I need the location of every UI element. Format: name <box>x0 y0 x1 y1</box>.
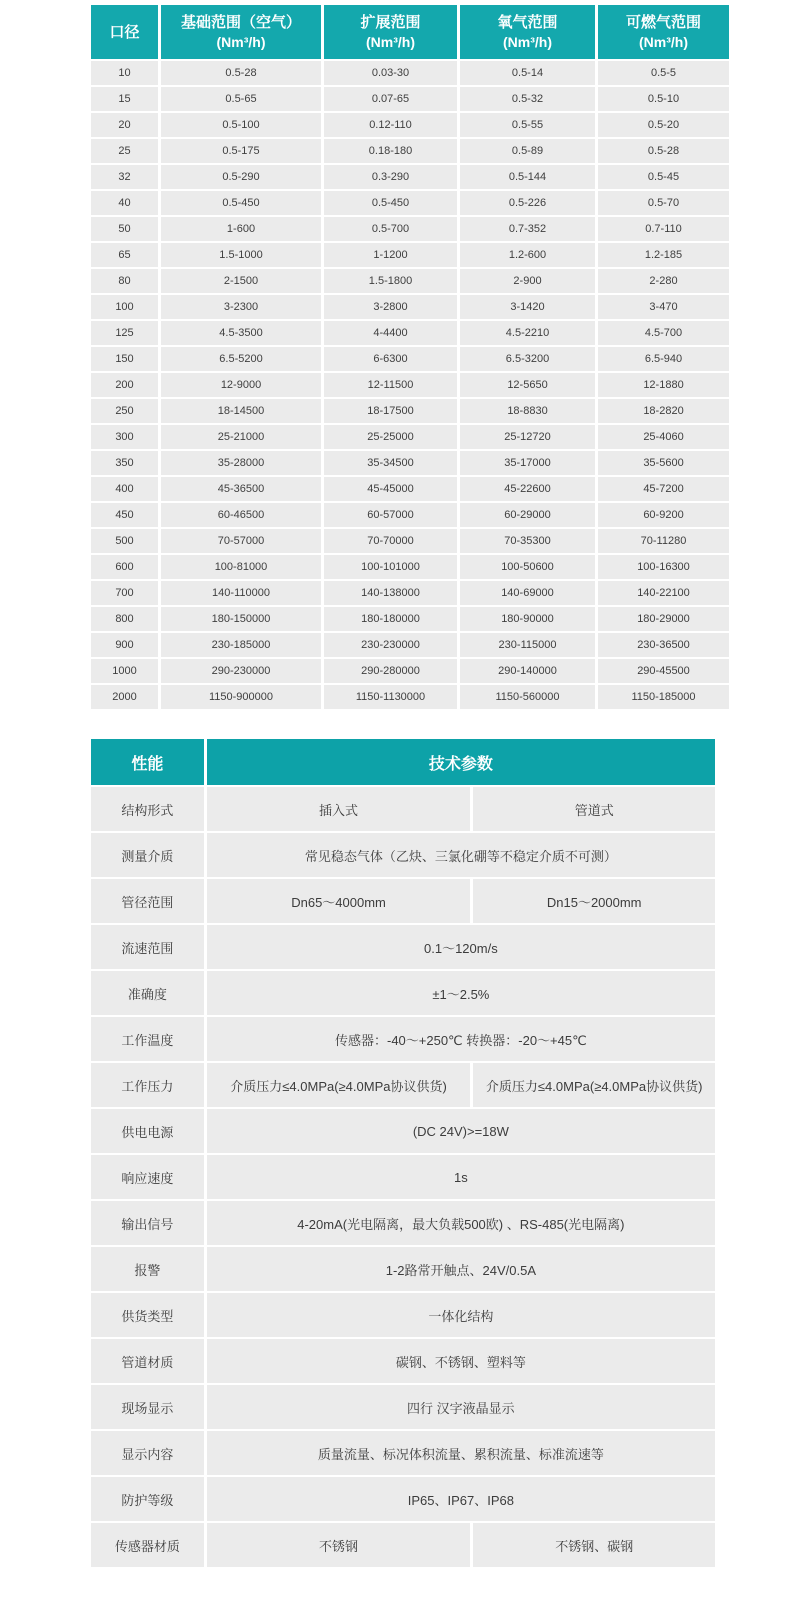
table-row <box>91 503 729 527</box>
table-row <box>91 477 729 501</box>
range-cell: 140-138000 <box>324 581 457 605</box>
range-cell: 180-90000 <box>460 607 595 631</box>
column-header-label: 扩展范围 <box>360 13 421 31</box>
range-cell: 35-28000 <box>161 451 321 475</box>
range-cell: 60-29000 <box>460 503 595 527</box>
range-cell: 0.5-144 <box>460 165 595 189</box>
spec-label-cell: 工作温度 <box>91 1017 204 1061</box>
range-cell: 25-21000 <box>161 425 321 449</box>
spec-row <box>91 971 715 1015</box>
range-cell: 1-1200 <box>324 243 457 267</box>
diameter-cell: 80 <box>91 269 158 293</box>
spec-row <box>91 1523 715 1567</box>
column-header-label: 口径 <box>109 23 140 41</box>
diameter-cell: 50 <box>91 217 158 241</box>
spec-value-cell: ±1～2.5% <box>207 971 715 1015</box>
table-row <box>91 87 729 111</box>
range-cell: 0.07-65 <box>324 87 457 111</box>
range-cell: 140-22100 <box>598 581 729 605</box>
range-cell: 1150-1130000 <box>324 685 457 709</box>
table-row <box>91 113 729 137</box>
spec-row <box>91 1477 715 1521</box>
table-row <box>91 295 729 319</box>
flow-range-table <box>88 3 732 711</box>
spec-row <box>91 1109 715 1153</box>
spec-label-cell: 供电电源 <box>91 1109 204 1153</box>
range-cell: 1.2-600 <box>460 243 595 267</box>
column-header-unit: (Nm³/h) <box>639 33 688 50</box>
range-cell: 6-6300 <box>324 347 457 371</box>
range-cell: 100-16300 <box>598 555 729 579</box>
range-cell: 290-140000 <box>460 659 595 683</box>
range-cell: 100-101000 <box>324 555 457 579</box>
spec-value-cell: 质量流量、标况体积流量、累积流量、标准流速等 <box>207 1431 715 1475</box>
spec-value-cell: Dn15～2000mm <box>473 879 715 923</box>
range-cell: 70-35300 <box>460 529 595 553</box>
diameter-cell: 300 <box>91 425 158 449</box>
spec-row <box>91 1385 715 1429</box>
spec-label-cell: 防护等级 <box>91 1477 204 1521</box>
table-row <box>91 451 729 475</box>
diameter-cell: 800 <box>91 607 158 631</box>
diameter-cell: 15 <box>91 87 158 111</box>
table-row <box>91 555 729 579</box>
range-cell: 4.5-700 <box>598 321 729 345</box>
range-cell: 12-9000 <box>161 373 321 397</box>
spec-label-cell: 输出信号 <box>91 1201 204 1245</box>
spec-label-cell: 现场显示 <box>91 1385 204 1429</box>
range-cell: 0.5-226 <box>460 191 595 215</box>
range-cell: 45-7200 <box>598 477 729 501</box>
spec-value-cell: (DC 24V)>=18W <box>207 1109 715 1153</box>
range-cell: 140-69000 <box>460 581 595 605</box>
range-cell: 0.5-20 <box>598 113 729 137</box>
table-row <box>91 139 729 163</box>
spec-label-cell: 结构形式 <box>91 787 204 831</box>
table-row <box>91 685 729 709</box>
spec-value-cell: 不锈钢、碳钢 <box>473 1523 715 1567</box>
range-cell: 1.2-185 <box>598 243 729 267</box>
spec-row <box>91 833 715 877</box>
table-row <box>91 269 729 293</box>
table-row <box>91 373 729 397</box>
spec-value-cell: 0.1～120m/s <box>207 925 715 969</box>
spec-row <box>91 879 715 923</box>
diameter-cell: 1000 <box>91 659 158 683</box>
range-cell: 0.5-100 <box>161 113 321 137</box>
range-cell: 60-9200 <box>598 503 729 527</box>
range-cell: 230-185000 <box>161 633 321 657</box>
spec-header-row <box>91 739 715 785</box>
diameter-cell: 450 <box>91 503 158 527</box>
spec-value-cell: 一体化结构 <box>207 1293 715 1337</box>
spec-value-cell: 不锈钢 <box>207 1523 471 1567</box>
spec-value-cell: 四行 汉字液晶显示 <box>207 1385 715 1429</box>
range-cell: 230-36500 <box>598 633 729 657</box>
range-cell: 0.5-450 <box>324 191 457 215</box>
diameter-cell: 25 <box>91 139 158 163</box>
diameter-cell: 400 <box>91 477 158 501</box>
spec-value-cell: 介质压力≤4.0MPa(≥4.0MPa协议供货) <box>473 1063 715 1107</box>
range-cell: 45-22600 <box>460 477 595 501</box>
range-cell: 6.5-940 <box>598 347 729 371</box>
range-cell: 0.5-89 <box>460 139 595 163</box>
range-cell: 100-81000 <box>161 555 321 579</box>
range-cell: 0.7-352 <box>460 217 595 241</box>
range-cell: 290-230000 <box>161 659 321 683</box>
spec-table <box>88 737 718 1569</box>
range-cell: 3-2800 <box>324 295 457 319</box>
range-cell: 70-57000 <box>161 529 321 553</box>
flow-table-header <box>91 5 729 59</box>
range-cell: 230-230000 <box>324 633 457 657</box>
diameter-cell: 10 <box>91 61 158 85</box>
range-cell: 0.3-290 <box>324 165 457 189</box>
column-header-extended-range <box>324 5 457 59</box>
range-cell: 1.5-1000 <box>161 243 321 267</box>
range-cell: 3-470 <box>598 295 729 319</box>
diameter-cell: 2000 <box>91 685 158 709</box>
range-cell: 0.5-14 <box>460 61 595 85</box>
spec-value-cell: 插入式 <box>207 787 471 831</box>
range-cell: 60-57000 <box>324 503 457 527</box>
spec-row <box>91 1247 715 1291</box>
range-cell: 3-2300 <box>161 295 321 319</box>
range-cell: 0.5-175 <box>161 139 321 163</box>
range-cell: 4.5-3500 <box>161 321 321 345</box>
spec-label-cell: 管道材质 <box>91 1339 204 1383</box>
table-row <box>91 399 729 423</box>
diameter-cell: 900 <box>91 633 158 657</box>
range-cell: 0.5-32 <box>460 87 595 111</box>
spec-value-cell: 4-20mA(光电隔离，最大负载500欧) 、RS-485(光电隔离) <box>207 1201 715 1245</box>
column-header-combustible-range <box>598 5 729 59</box>
diameter-cell: 100 <box>91 295 158 319</box>
range-cell: 290-45500 <box>598 659 729 683</box>
range-cell: 180-180000 <box>324 607 457 631</box>
range-cell: 45-36500 <box>161 477 321 501</box>
table-row <box>91 61 729 85</box>
flow-header-row <box>91 5 729 59</box>
spec-row <box>91 787 715 831</box>
column-header-label: 可燃气范围 <box>625 13 701 31</box>
range-cell: 180-29000 <box>598 607 729 631</box>
range-cell: 0.5-65 <box>161 87 321 111</box>
column-header-unit: (Nm³/h) <box>503 33 552 50</box>
range-cell: 0.03-30 <box>324 61 457 85</box>
spec-row <box>91 1339 715 1383</box>
table-row <box>91 217 729 241</box>
spec-value-cell: 常见稳态气体（乙炔、三氯化硼等不稳定介质不可测） <box>207 833 715 877</box>
spec-label-cell: 管径范围 <box>91 879 204 923</box>
table-row <box>91 243 729 267</box>
range-cell: 0.5-5 <box>598 61 729 85</box>
range-cell: 1150-900000 <box>161 685 321 709</box>
table-row <box>91 659 729 683</box>
table-row <box>91 633 729 657</box>
diameter-cell: 150 <box>91 347 158 371</box>
range-cell: 0.5-290 <box>161 165 321 189</box>
diameter-cell: 65 <box>91 243 158 267</box>
spec-value-cell: 1-2路常开触点、24V/0.5A <box>207 1247 715 1291</box>
column-header-base-range <box>161 5 321 59</box>
diameter-cell: 200 <box>91 373 158 397</box>
diameter-cell: 350 <box>91 451 158 475</box>
range-cell: 25-4060 <box>598 425 729 449</box>
range-cell: 2-900 <box>460 269 595 293</box>
spec-label-cell: 准确度 <box>91 971 204 1015</box>
column-header-unit: (Nm³/h) <box>366 33 415 50</box>
column-header-diameter <box>91 5 158 59</box>
range-cell: 12-1880 <box>598 373 729 397</box>
column-header-label: 基础范围（空气） <box>180 13 301 31</box>
range-cell: 1-600 <box>161 217 321 241</box>
spec-row <box>91 925 715 969</box>
spec-row <box>91 1431 715 1475</box>
range-cell: 6.5-3200 <box>460 347 595 371</box>
range-cell: 70-11280 <box>598 529 729 553</box>
column-header-oxygen-range <box>460 5 595 59</box>
range-cell: 45-45000 <box>324 477 457 501</box>
flow-table-body <box>91 61 729 709</box>
range-cell: 4-4400 <box>324 321 457 345</box>
spec-label-cell: 供货类型 <box>91 1293 204 1337</box>
range-cell: 0.5-55 <box>460 113 595 137</box>
spec-value-cell: 介质压力≤4.0MPa(≥4.0MPa协议供货) <box>207 1063 471 1107</box>
diameter-cell: 20 <box>91 113 158 137</box>
spec-value-cell: IP65、IP67、IP68 <box>207 1477 715 1521</box>
spec-label-cell: 显示内容 <box>91 1431 204 1475</box>
range-cell: 290-280000 <box>324 659 457 683</box>
range-cell: 0.5-450 <box>161 191 321 215</box>
spec-header-performance: 性能 <box>91 739 204 785</box>
column-header-unit: (Nm³/h) <box>216 33 266 50</box>
spec-row <box>91 1063 715 1107</box>
spec-row <box>91 1293 715 1337</box>
range-cell: 0.18-180 <box>324 139 457 163</box>
spec-label-cell: 流速范围 <box>91 925 204 969</box>
table-row <box>91 581 729 605</box>
range-cell: 25-12720 <box>460 425 595 449</box>
spec-row <box>91 1155 715 1199</box>
table-row <box>91 425 729 449</box>
spec-row <box>91 1017 715 1061</box>
range-cell: 1.5-1800 <box>324 269 457 293</box>
diameter-cell: 700 <box>91 581 158 605</box>
range-cell: 230-115000 <box>460 633 595 657</box>
diameter-cell: 600 <box>91 555 158 579</box>
spec-value-cell: 管道式 <box>473 787 715 831</box>
table-row <box>91 347 729 371</box>
range-cell: 0.5-28 <box>598 139 729 163</box>
range-cell: 18-17500 <box>324 399 457 423</box>
spec-table-header <box>91 739 715 785</box>
spec-row <box>91 1201 715 1245</box>
range-cell: 1150-560000 <box>460 685 595 709</box>
spec-value-cell: 碳钢、不锈钢、塑料等 <box>207 1339 715 1383</box>
range-cell: 18-8830 <box>460 399 595 423</box>
table-row <box>91 191 729 215</box>
range-cell: 6.5-5200 <box>161 347 321 371</box>
range-cell: 0.5-70 <box>598 191 729 215</box>
column-header-label: 氧气范围 <box>497 13 558 31</box>
range-cell: 3-1420 <box>460 295 595 319</box>
spec-label-cell: 传感器材质 <box>91 1523 204 1567</box>
range-cell: 18-2820 <box>598 399 729 423</box>
range-cell: 0.5-10 <box>598 87 729 111</box>
range-cell: 35-17000 <box>460 451 595 475</box>
range-cell: 12-5650 <box>460 373 595 397</box>
range-cell: 60-46500 <box>161 503 321 527</box>
range-cell: 0.12-110 <box>324 113 457 137</box>
spec-header-parameters: 技术参数 <box>207 739 715 785</box>
table-row <box>91 529 729 553</box>
table-row <box>91 165 729 189</box>
diameter-cell: 40 <box>91 191 158 215</box>
range-cell: 1150-185000 <box>598 685 729 709</box>
diameter-cell: 500 <box>91 529 158 553</box>
spec-label-cell: 报警 <box>91 1247 204 1291</box>
range-cell: 2-280 <box>598 269 729 293</box>
diameter-cell: 250 <box>91 399 158 423</box>
spec-value-cell: Dn65～4000mm <box>207 879 471 923</box>
table-row <box>91 607 729 631</box>
spec-value-cell: 1s <box>207 1155 715 1199</box>
range-cell: 180-150000 <box>161 607 321 631</box>
range-cell: 2-1500 <box>161 269 321 293</box>
spec-label-cell: 响应速度 <box>91 1155 204 1199</box>
spec-label-cell: 测量介质 <box>91 833 204 877</box>
range-cell: 100-50600 <box>460 555 595 579</box>
table-row <box>91 321 729 345</box>
range-cell: 35-34500 <box>324 451 457 475</box>
range-cell: 70-70000 <box>324 529 457 553</box>
range-cell: 0.7-110 <box>598 217 729 241</box>
diameter-cell: 32 <box>91 165 158 189</box>
range-cell: 25-25000 <box>324 425 457 449</box>
range-cell: 0.5-700 <box>324 217 457 241</box>
range-cell: 4.5-2210 <box>460 321 595 345</box>
range-cell: 18-14500 <box>161 399 321 423</box>
range-cell: 35-5600 <box>598 451 729 475</box>
range-cell: 140-110000 <box>161 581 321 605</box>
spec-label-cell: 工作压力 <box>91 1063 204 1107</box>
spec-table-body <box>91 787 715 1567</box>
diameter-cell: 125 <box>91 321 158 345</box>
spec-value-cell: 传感器：-40～+250℃ 转换器：-20～+45℃ <box>207 1017 715 1061</box>
range-cell: 12-11500 <box>324 373 457 397</box>
range-cell: 0.5-28 <box>161 61 321 85</box>
range-cell: 0.5-45 <box>598 165 729 189</box>
